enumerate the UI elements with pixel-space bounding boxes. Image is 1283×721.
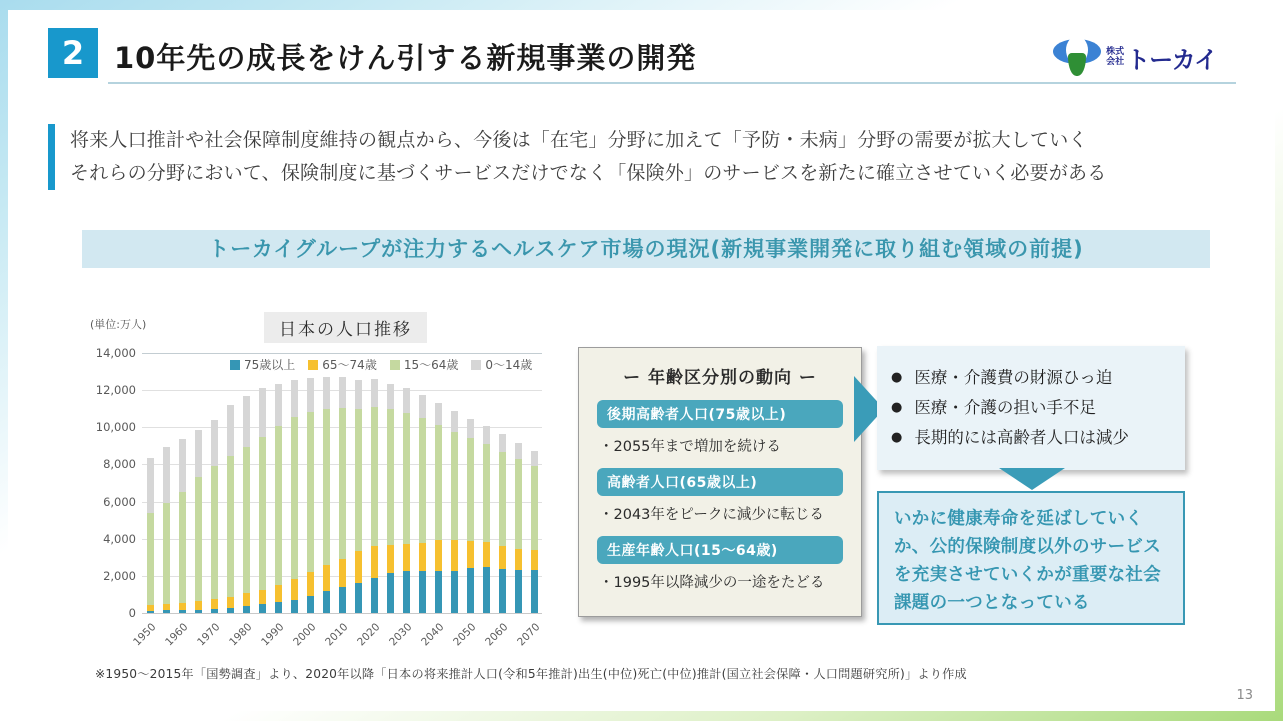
source-footnote: ※1950〜2015年「国勢調査」より、2020年以降「日本の将来推計人口(令和5年推計)出生(中位)死亡(中位)推計(国立社会保障・人口問題研究所)」より作成 (95, 667, 967, 681)
bar-segment (531, 570, 538, 613)
x-axis-tick-2010: 2010 (323, 621, 351, 649)
bar-segment (195, 610, 202, 614)
bar-segment (387, 573, 394, 613)
bar-2005 (323, 353, 330, 613)
logo-company-name: トーカイ (1126, 45, 1217, 74)
bar-segment (467, 419, 474, 438)
bar-segment (179, 610, 186, 613)
bar-2010 (339, 353, 346, 613)
bar-segment (371, 546, 378, 578)
bar-segment (339, 408, 346, 558)
trend-note: ・1995年以降減少の一途をたどる (599, 575, 825, 591)
plot-area (142, 353, 542, 613)
impact-bullet-item (891, 393, 1171, 423)
lead-line-1: 将来人口推計や社会保障制度維持の観点から、今後は「在宅」分野に加えて「予防・未病」分野の需要が拡大していく (70, 129, 1088, 151)
bar-segment (387, 545, 394, 573)
bar-segment (483, 542, 490, 567)
x-axis-tick-1970: 1970 (195, 621, 223, 649)
bar-segment (419, 418, 426, 543)
trend-pill: 後期高齢者人口(75歳以上) (597, 400, 843, 428)
bar-segment (451, 571, 458, 613)
bar-segment (515, 549, 522, 570)
bar-segment (307, 572, 314, 596)
bar-segment (483, 426, 490, 444)
bar-segment (275, 426, 282, 586)
bar-segment (307, 596, 314, 613)
bar-2025 (387, 353, 394, 613)
bar-segment (531, 550, 538, 570)
x-axis-tick-2070: 2070 (515, 621, 543, 649)
conclusion-panel: いかに健康寿命を延ばしていくか、公的保険制度以外のサービスを充実させていくかが重要な社会課題の一つとなっている (877, 491, 1185, 625)
bar-1955 (163, 353, 170, 613)
bar-segment (259, 437, 266, 590)
y-axis-tick-4000: 4,000 (103, 531, 136, 546)
title-underline (108, 82, 1236, 84)
bar-segment (435, 571, 442, 613)
bar-segment (323, 409, 330, 565)
bar-segment (307, 412, 314, 572)
bar-segment (243, 447, 250, 593)
bar-segment (451, 540, 458, 571)
bar-segment (355, 583, 362, 613)
bar-segment (291, 600, 298, 613)
bar-segment (387, 384, 394, 409)
bar-segment (307, 378, 314, 412)
page-title: 10年先の成長をけん引する新規事業の開発 (114, 41, 697, 75)
bar-segment (227, 608, 234, 613)
bar-segment (483, 444, 490, 543)
trend-note: ・2055年まで増加を続ける (599, 439, 781, 455)
bar-segment (515, 443, 522, 459)
bar-segment (499, 452, 506, 546)
page-number: 13 (1236, 688, 1253, 703)
logo-company-type: 株式 会社 (1106, 46, 1125, 67)
bar-segment (499, 546, 506, 569)
bar-segment (355, 409, 362, 551)
y-axis-tick-8000: 8,000 (103, 457, 136, 472)
bar-1990 (275, 353, 282, 613)
bar-segment (339, 377, 346, 408)
bar-1965 (195, 353, 202, 613)
bar-2020 (371, 353, 378, 613)
bar-segment (211, 466, 218, 599)
bar-2070 (531, 353, 538, 613)
bar-segment (195, 430, 202, 477)
impact-bullet-text: 医療・介護の担い手不足 (914, 397, 1096, 417)
gridline-0 (142, 613, 542, 614)
tokai-logo-icon (1053, 36, 1101, 78)
bar-segment (419, 543, 426, 571)
bar-segment (499, 434, 506, 451)
logo-green-leaf (1068, 53, 1086, 76)
bar-2015 (355, 353, 362, 613)
bar-segment (259, 388, 266, 436)
bar-segment (371, 407, 378, 546)
bar-segment (339, 587, 346, 613)
bullet-icon: ● (891, 429, 903, 445)
bar-segment (275, 585, 282, 602)
lead-line-2: それらの分野において、保険制度に基づくサービスだけでなく「保険外」のサービスを新たに確立させていく必要がある (70, 161, 1107, 184)
bar-1995 (291, 353, 298, 613)
bar-segment (163, 447, 170, 503)
bar-segment (419, 395, 426, 418)
bar-segment (515, 459, 522, 548)
bar-1975 (227, 353, 234, 613)
bar-segment (499, 569, 506, 613)
bar-segment (179, 439, 186, 491)
trend-note: ・2043年をピークに減少に転じる (599, 507, 824, 523)
trend-panel-title: ー 年齢区分別の動向 ー (623, 368, 817, 388)
bar-segment (531, 466, 538, 550)
x-axis-tick-2050: 2050 (451, 621, 479, 649)
chart-unit-label: (単位:万人) (90, 318, 147, 331)
bar-segment (403, 413, 410, 544)
impact-bullet-text: 医療・介護費の財源ひっ迫 (914, 368, 1113, 387)
impact-bullet-item (891, 423, 1171, 453)
bar-segment (451, 432, 458, 540)
bar-2035 (419, 353, 426, 613)
bar-1960 (179, 353, 186, 613)
y-axis-tick-2000: 2,000 (103, 568, 136, 583)
bar-segment (419, 571, 426, 613)
bar-segment (371, 578, 378, 613)
trend-items (597, 400, 843, 592)
chart-title: 日本の人口推移 (264, 312, 427, 343)
bar-2055 (483, 353, 490, 613)
bar-segment (323, 591, 330, 613)
bar-segment (291, 380, 298, 417)
age-trend-panel (578, 347, 862, 617)
bar-segment (195, 477, 202, 601)
section-banner: トーカイグループが注力するヘルスケア市場の現況(新規事業開発に取り組む領域の前提) (82, 230, 1210, 268)
bar-1950 (147, 353, 154, 613)
impact-bullet-text: 長期的には高齢者人口は減少 (914, 427, 1129, 447)
bar-segment (163, 610, 170, 613)
bar-segment (403, 388, 410, 413)
bar-segment (291, 417, 298, 579)
x-axis-tick-1950: 1950 (131, 621, 159, 649)
bar-segment (259, 604, 266, 613)
bar-segment (259, 590, 266, 604)
bar-segment (275, 602, 282, 613)
x-axis-tick-2060: 2060 (483, 621, 511, 649)
bar-segment (147, 605, 154, 611)
bar-2040 (435, 353, 442, 613)
bar-segment (403, 571, 410, 613)
bar-segment (227, 405, 234, 456)
bar-2050 (467, 353, 474, 613)
y-axis-tick-0: 0 (128, 606, 136, 620)
x-axis-tick-1990: 1990 (259, 621, 287, 649)
slide-content (8, 10, 1275, 711)
bar-segment (147, 513, 154, 605)
bar-1985 (259, 353, 266, 613)
y-axis-tick-12000: 12,000 (95, 383, 136, 398)
bar-2065 (515, 353, 522, 613)
legend-label: 15〜64歳 (403, 358, 459, 372)
bar-2045 (451, 353, 458, 613)
x-axis-tick-2020: 2020 (355, 621, 383, 649)
bar-segment (163, 604, 170, 610)
population-chart (88, 303, 566, 663)
bar-segment (531, 451, 538, 466)
bar-segment (179, 492, 186, 603)
bar-segment (355, 380, 362, 410)
bar-segment (435, 540, 442, 571)
legend-label: 75歳以上 (244, 358, 296, 372)
impact-panel (877, 346, 1185, 470)
x-axis-tick-2030: 2030 (387, 621, 415, 649)
bar-2060 (499, 353, 506, 613)
bar-segment (195, 601, 202, 609)
bar-segment (275, 384, 282, 426)
bar-segment (371, 379, 378, 407)
down-arrow-icon (999, 468, 1065, 490)
bar-segment (483, 567, 490, 613)
bar-segment (147, 458, 154, 513)
y-axis-tick-6000: 6,000 (103, 494, 136, 509)
bullet-icon: ● (891, 370, 903, 385)
y-axis-tick-10000: 10,000 (95, 420, 136, 435)
bar-segment (243, 593, 250, 606)
bar-segment (227, 597, 234, 608)
section-number-badge: 2 (48, 28, 98, 78)
bar-segment (211, 609, 218, 613)
impact-bullet-item (891, 363, 1171, 393)
bar-segment (467, 568, 474, 613)
bar-segment (323, 377, 330, 410)
legend-label: 0〜14歳 (485, 358, 533, 372)
lead-paragraph (48, 124, 1240, 190)
bar-segment (323, 565, 330, 591)
bar-segment (467, 541, 474, 568)
bar-1970 (211, 353, 218, 613)
bar-segment (163, 503, 170, 605)
trend-pill: 高齢者人口(65歳以上) (597, 468, 843, 496)
bar-segment (515, 570, 522, 614)
bar-segment (339, 559, 346, 587)
bar-segment (243, 396, 250, 447)
legend-label: 65〜74歳 (322, 358, 377, 372)
logo-text (1106, 40, 1217, 75)
bullet-icon: ● (891, 399, 903, 415)
bar-segment (243, 606, 250, 613)
bar-segment (435, 403, 442, 425)
bar-segment (227, 456, 234, 597)
bar-segment (403, 544, 410, 571)
trend-pill: 生産年齢人口(15〜64歳) (597, 536, 843, 564)
x-axis-tick-2040: 2040 (419, 621, 447, 649)
bar-2000 (307, 353, 314, 613)
bar-segment (435, 425, 442, 540)
bar-segment (451, 411, 458, 432)
bar-segment (355, 551, 362, 583)
bar-segment (147, 611, 154, 613)
x-axis-tick-1960: 1960 (163, 621, 191, 649)
bar-segment (211, 599, 218, 609)
bar-segment (291, 579, 298, 600)
x-axis-tick-1980: 1980 (227, 621, 255, 649)
company-logo (1053, 36, 1217, 78)
bar-segment (467, 438, 474, 541)
y-axis-tick-14000: 14,000 (95, 346, 136, 360)
bar-segment (387, 409, 394, 545)
x-axis-tick-2000: 2000 (291, 621, 319, 649)
bar-1980 (243, 353, 250, 613)
bar-segment (179, 603, 186, 610)
bar-2030 (403, 353, 410, 613)
bar-segment (211, 420, 218, 466)
